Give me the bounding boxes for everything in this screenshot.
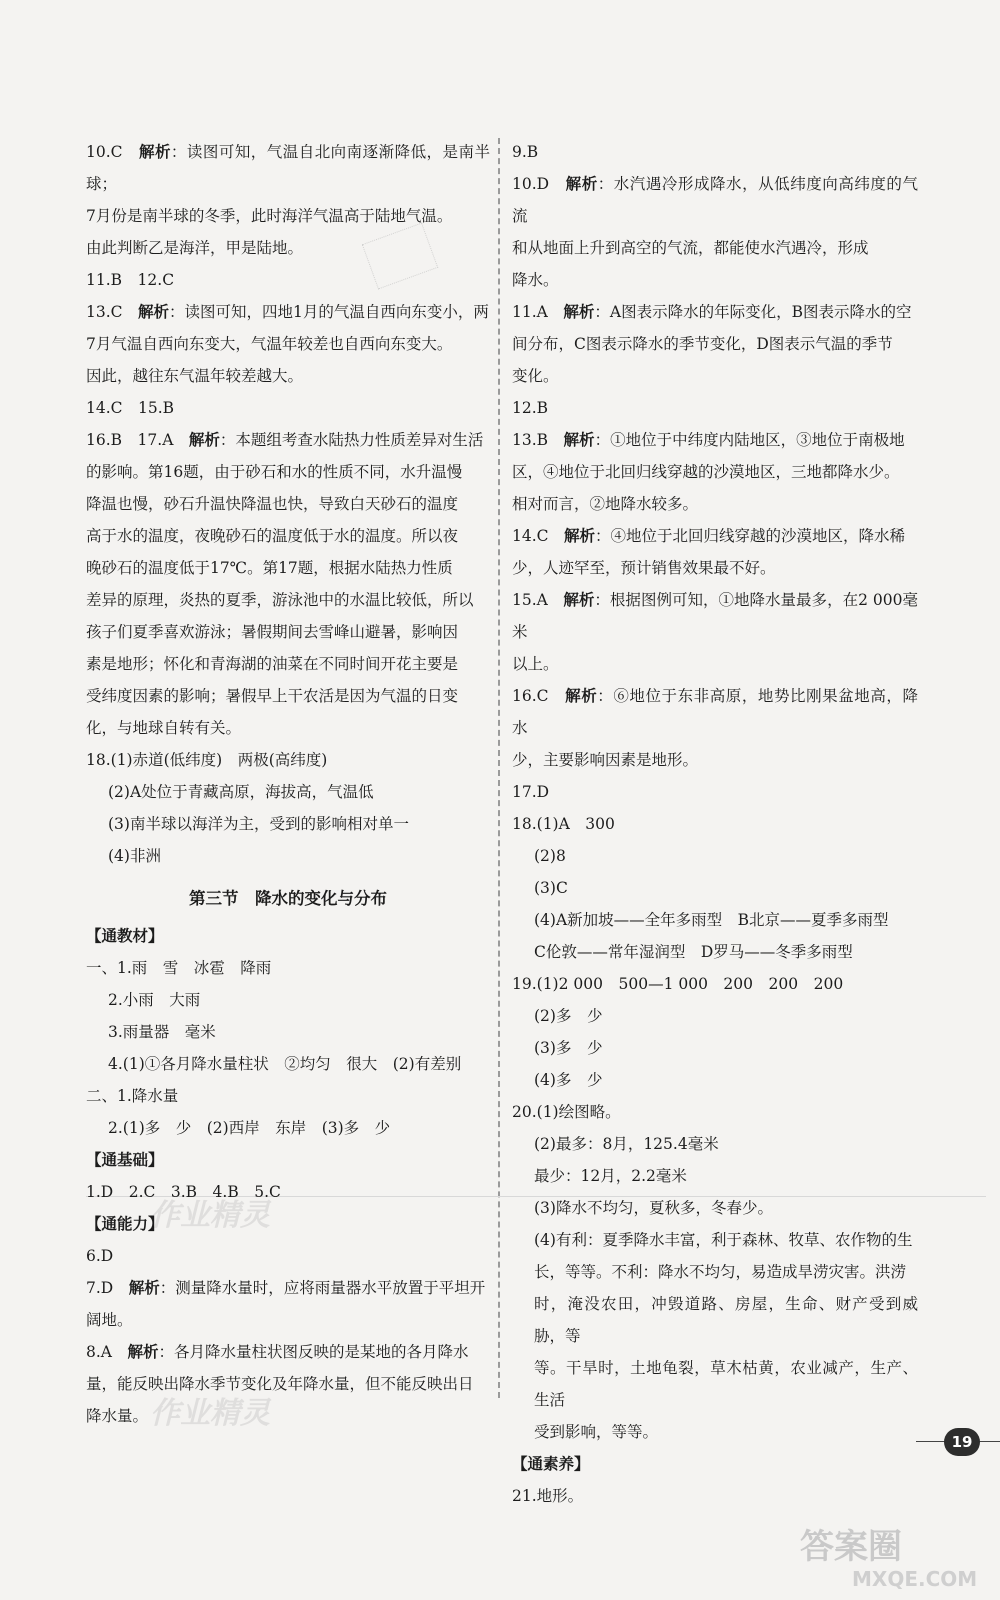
answer-line: 化，与地球自转有关。 — [86, 719, 242, 737]
answer-line: 7月气温自西向东变大，气温年较差也自西向东变大。 — [86, 335, 453, 353]
corner-logo — [782, 1518, 992, 1592]
answer-line: 3.雨量器 毫米 — [108, 1023, 216, 1041]
answer-line: 等。干旱时，土地龟裂，草木枯黄，农业减产，生产、生活 — [534, 1359, 918, 1409]
answer-line: 7.D 解析：测量降水量时，应将雨量器水平放置于平坦开 — [86, 1278, 486, 1297]
answer-line: (3)多 少 — [534, 1039, 603, 1057]
right-column — [512, 136, 918, 1512]
answer-line: 18.(1)赤道(低纬度) 两极(高纬度) — [86, 751, 328, 769]
answer-line: (3)南半球以海洋为主，受到的影响相对单一 — [108, 815, 409, 833]
answer-line: 和从地面上升到高空的气流，都能使水汽遇冷，形成 — [512, 239, 869, 257]
answer-line: 素是地形；怀化和青海湖的油菜在不同时间开花主要是 — [86, 655, 459, 673]
answer-line: 的影响。第16题，由于砂石和水的性质不同，水升温慢 — [86, 463, 463, 481]
section-heading: 【通教材】 — [86, 926, 164, 945]
answer-line: 10.C 解析：读图可知，气温自北向南逐渐降低，是南半球； — [86, 142, 490, 193]
answer-line: 4.(1)①各月降水量柱状 ②均匀 很大 (2)有差别 — [108, 1055, 462, 1073]
page-number: 19 — [944, 1428, 980, 1456]
answer-line: (4)非洲 — [108, 847, 161, 865]
answer-line: 2.小雨 大雨 — [108, 991, 201, 1009]
section-heading: 【通能力】 — [86, 1214, 164, 1233]
answer-line: 差异的原理，炎热的夏季，游泳池中的水温比较低，所以 — [86, 591, 474, 609]
answer-line: 13.B 解析：①地位于中纬度内陆地区，③地位于南极地 — [512, 430, 905, 449]
answer-line: (3)降水不均匀，夏秋多，冬春少。 — [534, 1199, 773, 1217]
answer-line: 9.B — [512, 143, 539, 161]
answer-line: 最少：12月，2.2毫米 — [534, 1167, 687, 1185]
answer-line: C伦敦——常年湿润型 D罗马——冬季多雨型 — [534, 943, 853, 961]
answer-line: (2)8 — [534, 847, 566, 865]
answer-line: 降水量。 — [86, 1407, 149, 1425]
answer-line: 6.D — [86, 1247, 114, 1265]
answer-line: 14.C 解析：④地位于北回归线穿越的沙漠地区，降水稀 — [512, 526, 906, 545]
answer-line: 因此，越往东气温年较差越大。 — [86, 367, 304, 385]
watermark-2: 作业精灵 — [150, 1396, 270, 1431]
answer-line: 时，淹没农田，冲毁道路、房屋，生命、财产受到威胁，等 — [534, 1295, 918, 1345]
answer-line: 2.(1)多 少 (2)西岸 东岸 (3)多 少 — [108, 1119, 391, 1137]
answer-line: 受到影响，等等。 — [534, 1423, 659, 1441]
section-heading: 【通素养】 — [512, 1454, 590, 1473]
answer-line: 17.D — [512, 783, 550, 801]
answer-line: 量，能反映出降水季节变化及年降水量，但不能反映出日 — [86, 1375, 474, 1393]
answer-line: (4)有利：夏季降水丰富，利于森林、牧草、农作物的生 — [534, 1231, 913, 1249]
answer-line: 15.A 解析：根据图例可知，①地降水量最多，在2 000毫米 — [512, 590, 918, 641]
answer-line: 阔地。 — [86, 1311, 133, 1329]
answer-line: 13.C 解析：读图可知，四地1月的气温自西向东变小，两 — [86, 302, 489, 321]
answer-line: 间分布，C图表示降水的季节变化，D图表示气温的季节 — [512, 335, 893, 353]
answer-line: 10.D 解析：水汽遇冷形成降水，从低纬度向高纬度的气流 — [512, 174, 918, 225]
answer-line: 晚砂石的温度低于17℃。第17题，根据水陆热力性质 — [86, 559, 453, 577]
answer-line: 变化。 — [512, 367, 559, 385]
section-title: 第三节 降水的变化与分布 — [189, 889, 387, 908]
answer-line: 少，人迹罕至，预计销售效果最不好。 — [512, 559, 776, 577]
answer-line: 16.B 17.A 解析：本题组考查水陆热力性质差异对生活 — [86, 430, 484, 449]
answer-line: 受纬度因素的影响；暑假早上干农活是因为气温的日变 — [86, 687, 459, 705]
answer-line: 长，等等。不利：降水不均匀，易造成旱涝灾害。洪涝 — [534, 1263, 907, 1281]
answer-line: 11.A 解析：A图表示降水的年际变化，B图表示降水的空 — [512, 302, 912, 321]
left-column — [86, 136, 490, 1432]
answer-line: (4)A新加坡——全年多雨型 B北京——夏季多雨型 — [534, 911, 889, 929]
answer-line: 少，主要影响因素是地形。 — [512, 751, 699, 769]
answer-line: 相对而言，②地降水较多。 — [512, 495, 699, 513]
answer-line: 1.D 2.C 3.B 4.B 5.C — [86, 1183, 281, 1201]
column-divider — [498, 138, 500, 1398]
answer-line: 降水。 — [512, 271, 559, 289]
answer-line: 高于水的温度，夜晚砂石的温度低于水的温度。所以夜 — [86, 527, 459, 545]
answer-line: 21.地形。 — [512, 1487, 584, 1505]
answer-line: (3)C — [534, 879, 568, 897]
answer-line: 孩子们夏季喜欢游泳；暑假期间去雪峰山避暑，影响因 — [86, 623, 459, 641]
section-heading: 【通基础】 — [86, 1150, 164, 1169]
answer-line: (4)多 少 — [534, 1071, 603, 1089]
answer-line: 由此判断乙是海洋，甲是陆地。 — [86, 239, 304, 257]
answer-line: 11.B 12.C — [86, 271, 175, 289]
answer-line: 8.A 解析：各月降水量柱状图反映的是某地的各月降水 — [86, 1342, 469, 1361]
corner-logo-text: 答案圈 — [800, 1527, 902, 1567]
answer-line: 区，④地位于北回归线穿越的沙漠地区，三地都降水少。 — [512, 463, 900, 481]
answer-line: 7月份是南半球的冬季，此时海洋气温高于陆地气温。 — [86, 207, 453, 225]
answer-line: 以上。 — [512, 655, 559, 673]
answer-line: 16.C 解析：⑥地位于东非高原，地势比刚果盆地高，降水 — [512, 686, 918, 737]
answer-line: (2)A处位于青藏高原，海拔高，气温低 — [108, 783, 374, 801]
answer-line: 降温也慢，砂石升温快降温也快，导致白天砂石的温度 — [86, 495, 459, 513]
answer-line: 12.B — [512, 399, 549, 417]
answer-line: 20.(1)绘图略。 — [512, 1103, 621, 1121]
corner-logo-url: MXQE.COM — [852, 1567, 978, 1591]
answer-line: 18.(1)A 300 — [512, 815, 615, 833]
answer-line: 一、1.雨 雪 冰雹 降雨 — [86, 959, 272, 977]
answer-line: (2)最多：8月，125.4毫米 — [534, 1135, 719, 1153]
answer-line: 19.(1)2 000 500—1 000 200 200 200 — [512, 975, 844, 993]
answer-line: 14.C 15.B — [86, 399, 175, 417]
watermark-1: 作业精灵 — [150, 1198, 270, 1233]
answer-line: (2)多 少 — [534, 1007, 603, 1025]
answer-line: 二、1.降水量 — [86, 1087, 179, 1105]
